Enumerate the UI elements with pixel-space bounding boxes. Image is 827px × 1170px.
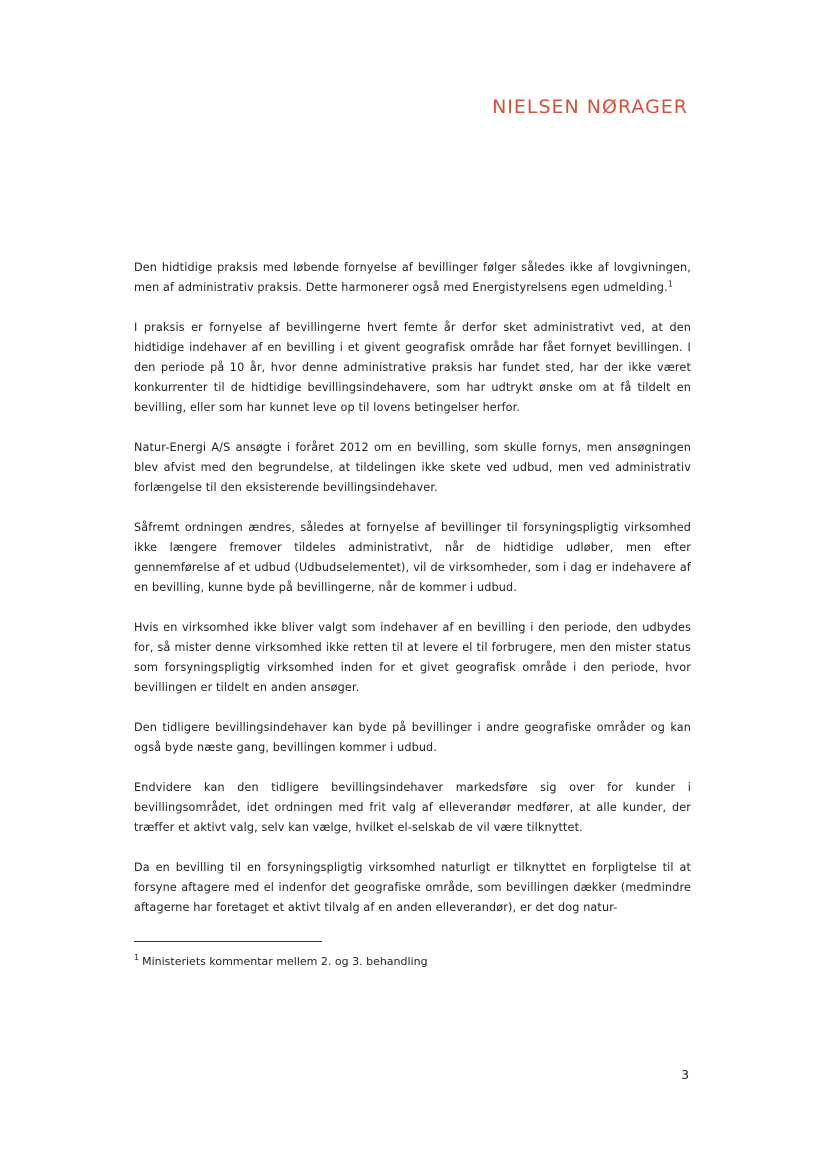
paragraph-6: Den tidligere bevillingsindehaver kan byde på bevillinger i andre geografiske områder og kan også byde næste gang, bevillingen kommer i udbud. [134, 721, 691, 754]
paragraph-7: Endvidere kan den tidligere bevillingsindehaver markedsføre sig over for kunder i bevillingsområdet, idet ordningen med frit valg af elleverandør medfører, at alle kunder, der træffer et aktivt valg, selv kan vælge, hvilket el-selskab de vil være tilknyttet. [134, 781, 691, 834]
footnote-number: 1 [134, 953, 140, 963]
footnote-text: Ministeriets kommentar mellem 2. og 3. behandling [142, 955, 428, 968]
footnote-separator [134, 941, 322, 942]
paragraph-2: I praksis er fornyelse af bevillingerne hvert femte år derfor sket administrativt ved, at den hidtidige indehaver af en bevilling i et givent geografisk område har fået fornyet bevillingen. I den periode på 10 år, hvor denne administrative praksis har fundet sted, har der ikke været konkurrenter til de hidtidige bevillingsindehavere, som har udtrykt ønske om at få tildelt en bevilling, eller som har kunnet leve op til lovens betingelser herfor. [134, 321, 691, 414]
company-logo: NIELSEN NØRAGER [492, 96, 688, 118]
paragraph-text: Den hidtidige praksis med løbende fornyelse af bevillinger følger således ikke af lovgivningen, men af administrativ praksis. Dette harmonerer også med Energistyrelsens egen udmelding. [134, 261, 691, 294]
paragraph-5: Hvis en virksomhed ikke bliver valgt som indehaver af en bevilling i den periode, den udbydes for, så mister denne virksomhed ikke retten til at levere el til forbrugere, men den mister status som forsyningspligtig virksomhed inden for et givet geografisk område i den periode, hvor bevillingen er tildelt en anden ansøger. [134, 621, 691, 694]
paragraph-3: Natur-Energi A/S ansøgte i foråret 2012 om en bevilling, som skulle fornys, men ansøgningen blev afvist med den begrundelse, at tildelingen ikke skete ved udbud, men ved administrativ forlængelse til den eksisterende bevillingsindehaver. [134, 441, 691, 494]
paragraph-8: Da en bevilling til en forsyningspligtig virksomhed naturligt er tilknyttet en forpligtelse til at forsyne aftagere med el indenfor det geografiske område, som bevillingen dækker (medmindre aftagerne har foretaget et aktivt tilvalg af en anden elleverandør), er det dog natur- [134, 861, 691, 914]
page-number: 3 [681, 1068, 689, 1082]
document-body [134, 258, 691, 938]
footnote [134, 953, 428, 971]
paragraph-1 [134, 258, 691, 298]
paragraph-4: Såfremt ordningen ændres, således at fornyelse af bevillinger til forsyningspligtig virksomhed ikke længere fremover tildeles administrativt, når de hidtidige udløber, men efter gennemførelse af et udbud (Udbudselementet), vil de virksomheder, som i dag er indehavere af en bevilling, kunne byde på bevillingerne, når de kommer i udbud. [134, 521, 691, 594]
footnote-reference[interactable]: 1 [667, 279, 674, 289]
